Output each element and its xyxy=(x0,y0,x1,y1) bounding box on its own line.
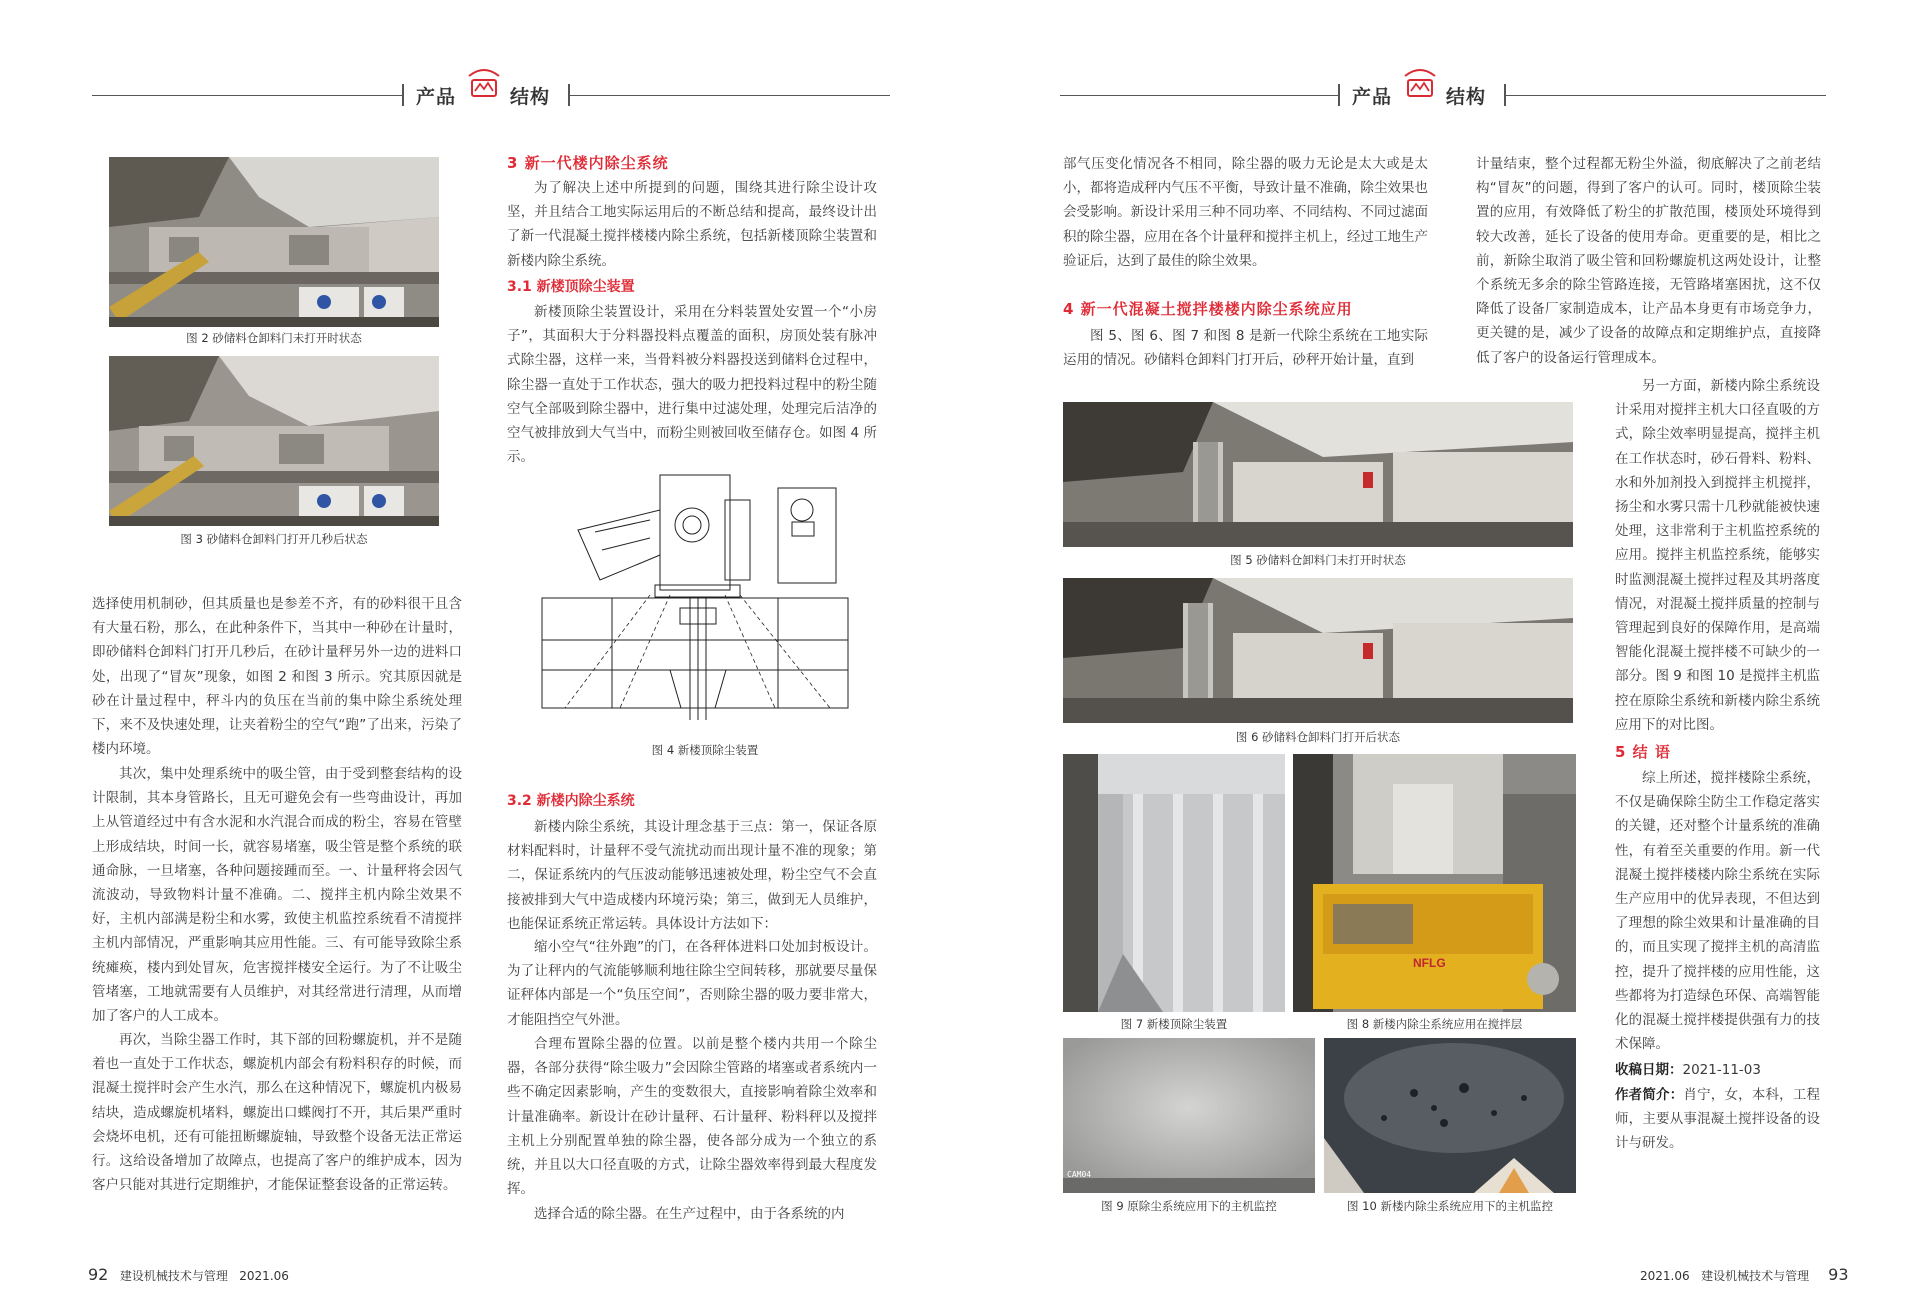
fig5-photo xyxy=(1063,402,1573,547)
body-paragraph: 选择使用机制砂，但其质量也是参差不齐，有的砂料很干且含有大量石粉，那么，在此种条件下，当其中一种砂在计量时，即砂储料仓卸料门打开几秒后，在砂计量秤另外一边的进料口处，出现了“冒灰”现象，如图 2 和图 3 所示。究其原因就是砂在计量过程中，秤斗内的负压在当前的集中除尘系统处理下，来不及快速处理，让夹着粉尘的空气“跑”了出来，污染了楼内环境。 xyxy=(92,596,462,758)
header-rule-left xyxy=(92,95,402,96)
received-value: 2021-11-03 xyxy=(1682,1062,1761,1078)
header-bar-tick xyxy=(568,84,570,106)
journal-name: 建设机械技术与管理 xyxy=(119,1269,228,1283)
header-bar-tick xyxy=(1504,84,1506,106)
fig4-diagram xyxy=(540,470,870,720)
issue-date: 2021.06 xyxy=(1640,1269,1690,1283)
issue-date: 2021.06 xyxy=(239,1269,289,1283)
body-paragraph: 合理布置除尘器的位置。以前是整个楼内共用一个除尘器，各部分获得“除尘吸力”会因除尘管路的堵塞或者系统内一些不确定因素影响，产生的变数很大，直接影响着除尘效率和计量准确率。新设计在砂计量秤、石计量秤、粉料秤以及搅拌主机上分别配置单独的除尘器，使各部分成为一个独立的系统，并且以大口径直吸的方式，让除尘器效率得到最大程度发挥。 xyxy=(507,1036,877,1198)
fig4-caption: 图 4 新楼顶除尘装置 xyxy=(651,743,759,757)
received-date xyxy=(1615,1058,1820,1082)
fig6-photo xyxy=(1063,578,1573,723)
header-rule-right xyxy=(1506,95,1826,96)
section-4-heading: 4 新一代混凝土搅拌楼楼内除尘系统应用 xyxy=(1063,300,1353,318)
body-paragraph: 其次，集中处理系统中的吸尘管，由于受到整套结构的设计限制，其本身管路长，且无可避免会有一些弯曲设计，再加上从管道经过中有含水泥和水汽混合而成的粉尘，容易在管壁上形成结块，时间一长，就容易堵塞，吸尘管是整个系统的联通命脉，一旦堵塞，各种问题接踵而至。一、计量秤将会因气流波动，导致物料计量不准确。二、搅拌主机内除尘效果不好，主机内部满是粉尘和水雾，致使主机监控系统看不清搅拌主机内部情况，严重影响其应用性能。三、有可能导致除尘系统瘫痪，楼内到处冒灰，危害搅拌楼安全运行。为了不让吸尘管堵塞，工地就需要有人员维护，对其经常进行清理，从而增加了客户的人工成本。 xyxy=(92,766,462,1025)
body-paragraph: 综上所述，搅拌楼除尘系统，不仅是确保除尘防尘工作稳定落实的关键，还对整个计量系统的准确性，有着至关重要的作用。新一代混凝土搅拌楼楼内除尘系统在实际生产应用中的优异表现，不但达到了理想的除尘效果和计量准确的目的，而且实现了搅拌主机的高清监控，提升了搅拌楼的应用性能，这些都将为打造绿色环保、高端智能化的混凝土搅拌楼提供强有力的技术保障。 xyxy=(1615,770,1820,1053)
fig3-caption: 图 3 砂储料仓卸料门打开几秒后状态 xyxy=(180,532,368,546)
mixer-truck-logo-icon xyxy=(1402,64,1438,100)
fig9-photo xyxy=(1063,1038,1315,1193)
fig5-caption: 图 5 砂储料仓卸料门未打开时状态 xyxy=(1230,553,1406,567)
fig8-caption: 图 8 新楼内除尘系统应用在搅拌层 xyxy=(1346,1017,1523,1031)
body-paragraph: 为了解决上述中所提到的问题，围绕其进行除尘设计攻坚，并且结合工地实际运用后的不断总结和提高，最终设计出了新一代混凝土搅拌楼楼内除尘系统，包括新楼顶除尘装置和新楼内除尘系统。 xyxy=(507,180,877,269)
author-bio xyxy=(1615,1083,1820,1156)
author-value: 肖宁，女，本科，工程师，主要从事混凝土搅拌设备的设计与研发。 xyxy=(1615,1087,1821,1152)
author-label: 作者简介： xyxy=(1615,1087,1684,1103)
journal-name: 建设机械技术与管理 xyxy=(1701,1269,1810,1283)
fig7-photo xyxy=(1063,754,1285,1012)
body-paragraph: 部气压变化情况各不相同，除尘器的吸力无论是太大或是太小，都将造成秤内气压不平衡，导致计量不准确，除尘效果也会受影响。新设计采用三种不同功率、不同结构、不同过滤面积的除尘器，应用在各个计量秤和搅拌主机上，经过工地生产验证后，达到了最佳的除尘效果。 xyxy=(1063,156,1428,269)
fig2-photo xyxy=(109,157,439,327)
page-number: 93 xyxy=(1828,1265,1849,1284)
fig6-caption: 图 6 砂储料仓卸料门打开后状态 xyxy=(1235,730,1401,744)
header-bar-tick xyxy=(1338,84,1340,106)
header-title-part2: 结构 xyxy=(1446,86,1487,108)
body-paragraph: 另一方面，新楼内除尘系统设计采用对搅拌主机大口径直吸的方式，除尘效率明显提高，搅拌主机在工作状态时，砂石骨料、粉料、水和外加剂投入到搅拌主机搅拌，扬尘和水雾只需十几秒就能被快速处理，这非常利于主机监控系统的应用。搅拌主机监控系统，能够实时监测混凝土搅拌过程及其坍落度情况，对混凝土搅拌质量的控制与管理起到良好的保障作用，是高端智能化混凝土搅拌楼不可缺少的一部分。图 9 和图 10 是搅拌主机监控在原除尘系统和新楼内除尘系统应用下的对比图。 xyxy=(1615,378,1820,733)
footer-left xyxy=(88,1265,289,1284)
header-title-part2: 结构 xyxy=(510,86,551,108)
fig8-brand-label: NFLG xyxy=(1413,956,1446,970)
body-paragraph: 新楼顶除尘装置设计，采用在分料装置处安置一个“小房子”，其面积大于分料器投料点覆盖的面积，房顶处装有脉冲式除尘器，这样一来，当骨料被分料器投送到储料仓过程中，除尘器一直处于工作状态，强大的吸力把投料过程中的粉尘随空气全部吸到除尘器中，进行集中过滤处理，处理完后洁净的空气被排放到大气当中，而粉尘则被回收至储存仓。如图 4 所示。 xyxy=(507,304,877,466)
mixer-truck-logo-icon xyxy=(466,64,502,100)
footer-right xyxy=(1640,1265,1849,1284)
fig9-caption: 图 9 原除尘系统应用下的主机监控 xyxy=(1101,1199,1277,1213)
body-paragraph: 计量结束，整个过程都无粉尘外溢，彻底解决了之前老结构“冒灰”的问题，得到了客户的认可。同时，楼顶除尘装置的应用，有效降低了粉尘的扩散范围，楼顶处环境得到较大改善，延长了设备的使用寿命。更重要的是，相比之前，新除尘取消了吸尘管和回粉螺旋机这两处设计，让整个系统无多余的除尘管路连接，无管路堵塞困扰，这不仅降低了设备厂家制造成本，让产品本身更有市场竞争力，更关键的是，减少了设备的故障点和定期维护点，直接降低了客户的设备运行管理成本。 xyxy=(1476,156,1821,366)
fig9-camera-label: CAM04 xyxy=(1067,1170,1092,1179)
header-title-part1: 产品 xyxy=(1352,86,1393,108)
fig2-caption: 图 2 砂储料仓卸料门未打开时状态 xyxy=(186,331,362,345)
received-label: 收稿日期： xyxy=(1615,1062,1683,1078)
fig10-photo xyxy=(1324,1038,1576,1193)
body-paragraph: 新楼内除尘系统，其设计理念基于三点：第一，保证各原材料配料时，计量秤不受气流扰动而出现计量不准的现象；第二，保证系统内的气压波动能够迅速被处理，粉尘空气不会直接被排到大气中造成楼内环境污染；第三，做到无人员维护，也能保证系统正常运转。具体设计方法如下： xyxy=(507,819,877,932)
section-3-1-heading: 3.1 新楼顶除尘装置 xyxy=(507,279,635,295)
header-bar-tick xyxy=(402,84,404,106)
header-rule-right xyxy=(570,95,890,96)
body-paragraph: 选择合适的除尘器。在生产过程中，由于各系统的内 xyxy=(534,1206,845,1222)
fig3-photo xyxy=(109,356,439,526)
fig10-caption: 图 10 新楼内除尘系统应用下的主机监控 xyxy=(1347,1199,1553,1213)
section-5-heading: 5 结 语 xyxy=(1615,743,1671,761)
header-title-part1: 产品 xyxy=(416,86,457,108)
body-paragraph: 再次，当除尘器工作时，其下部的回粉螺旋机，并不是随着也一直处于工作状态，螺旋机内部会有粉料积存的时候，而混凝土搅拌时会产生水汽，那么在这种情况下，螺旋机内极易结块，造成螺旋机堵料，螺旋出口蝶阀打不开，其后果严重时会烧坏电机，还有可能扭断螺旋轴，导致整个设备无法正常运行。这给设备增加了故障点，也提高了客户的维护成本，因为客户只能对其进行定期维护，才能保证整套设备的正常运转。 xyxy=(92,1032,462,1194)
page-number: 92 xyxy=(88,1265,109,1284)
right-page xyxy=(960,0,1920,1303)
body-paragraph: 缩小空气“往外跑”的门，在各秤体进料口处加封板设计。为了让秤内的气流能够顺利地往除尘空间转移，那就要尽量保证秤体内部是一个“负压空间”，否则除尘器的吸力要非常大，才能阻挡空气外泄。 xyxy=(507,939,877,1028)
fig7-caption: 图 7 新楼顶除尘装置 xyxy=(1120,1017,1228,1031)
section-3-heading: 3 新一代楼内除尘系统 xyxy=(507,154,669,172)
fig8-photo xyxy=(1293,754,1576,1012)
body-paragraph: 图 5、图 6、图 7 和图 8 是新一代除尘系统在工地实际运用的情况。砂储料仓卸料门打开后，砂秤开始计量，直到 xyxy=(1063,328,1428,369)
section-3-2-heading: 3.2 新楼内除尘系统 xyxy=(507,793,635,809)
header-rule-left xyxy=(1060,95,1338,96)
